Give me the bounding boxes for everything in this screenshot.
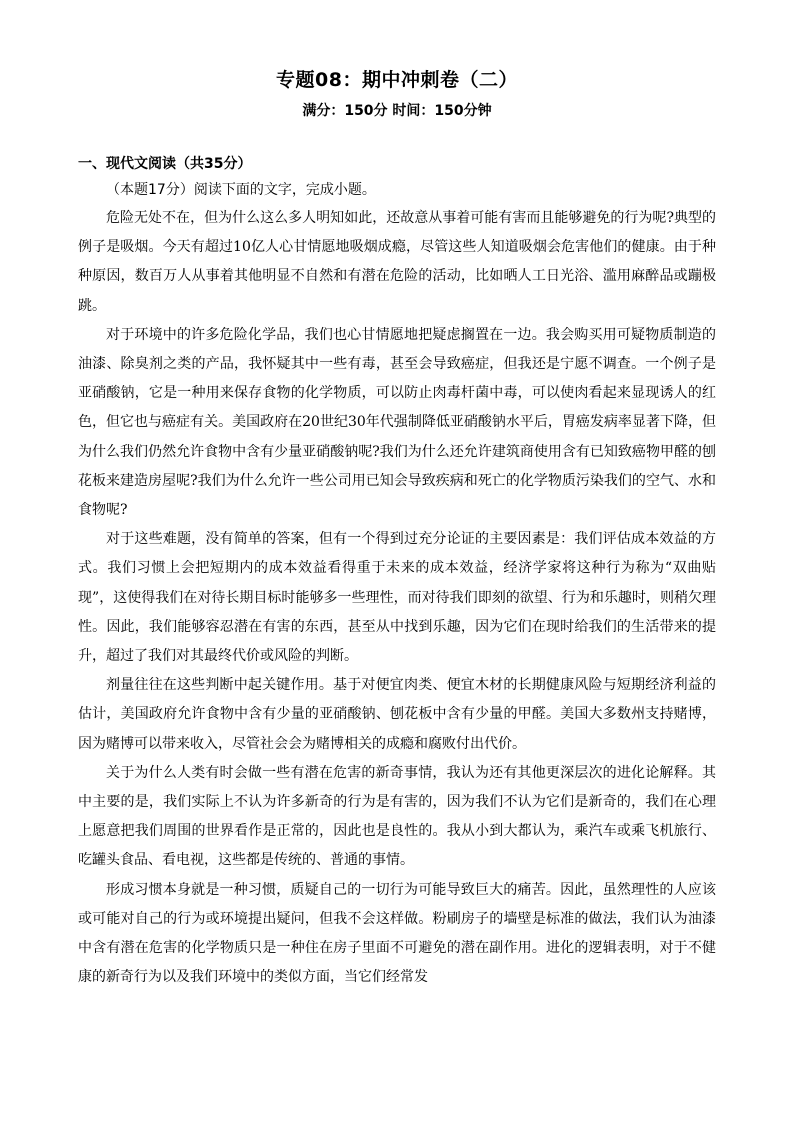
- passage-paragraph-4: 剂量往往在这些判断中起关键作用。基于对便宜肉类、便宜木材的长期健康风险与短期经济利益的估计，美国政府允许食物中含有少量的亚硝酸钠、刨花板中含有少量的甲醛。美国大多数州支持赌博，因为赌博可以带来收入，尽管社会会为赌博相关的成瘾和腐败付出代价。: [78, 677, 716, 752]
- passage-paragraph-2: 对于环境中的许多危险化学品，我们也心甘情愿地把疑虑搁置在一边。我会购买用可疑物质制造的油漆、除臭剂之类的产品，我怀疑其中一些有毒，甚至会导致癌症，但我还是宁愿不调查。一个例子是亚硝酸钠，它是一种用来保存食物的化学物质，可以防止肉毒杆菌中毒，可以使肉看起来显现诱人的红色，但它也与癌症有关。美国政府在20世纪30年代强制降低亚硝酸钠水平后，胃癌发病率显著下降，但为什么我们仍然允许食物中含有少量亚硝酸钠呢?我们为什么还允许建筑商使用含有已知致癌物甲醛的刨花板来建造房屋呢?我们为什么允许一些公司用已知会导致疾病和死亡的化学物质污染我们的空气、水和食物呢?: [78, 326, 716, 519]
- reading-passage: [78, 204, 716, 992]
- passage-paragraph-5: 关于为什么人类有时会做一些有潜在危害的新奇事情，我认为还有其他更深层次的进化论解释。其中主要的是，我们实际上不认为许多新奇的行为是有害的，因为我们不认为它们是新奇的，我们在心理上愿意把我们周围的世界看作是正常的，因此也是良性的。我从小到大都认为，乘汽车或乘飞机旅行、吃罐头食品、看电视，这些都是传统的、普通的事情。: [78, 764, 716, 869]
- question-instructions: （本题17分）阅读下面的文字，完成小题。: [106, 182, 376, 198]
- document-title: 专题08：期中冲刺卷（二）: [276, 69, 518, 91]
- passage-paragraph-1: 危险无处不在，但为什么这么多人明知如此，还故意从事着可能有害而且能够避免的行为呢?典型的例子是吸烟。今天有超过10亿人心甘情愿地吸烟成瘾，尽管这些人知道吸烟会危害他们的健康。由于种种原因，数百万人从事着其他明显不自然和有潜在危险的活动，比如晒人工日光浴、滥用麻醉品或蹦极跳。: [78, 210, 716, 314]
- section-heading: 一、现代文阅读（共35分）: [78, 156, 252, 172]
- score-time-info: 满分：150分 时间：150分钟: [302, 103, 492, 119]
- passage-paragraph-3: 对于这些难题，没有简单的答案，但有一个得到过充分论证的主要因素是：我们评估成本效益的方式。我们习惯上会把短期内的成本效益看得重于未来的成本效益，经济学家将这种行为称为“双曲贴现”，这使得我们在对待长期目标时能够多一些理性，而对待我们即刻的欲望、行为和乐趣时，则稍欠理性。因此，我们能够容忍潜在有害的东西，甚至从中找到乐趣，因为它们在现时给我们的生活带来的提升，超过了我们对其最终代价或风险的判断。: [78, 531, 716, 665]
- passage-paragraph-6: 形成习惯本身就是一种习惯，质疑自己的一切行为可能导致巨大的痛苦。因此，虽然理性的人应该或可能对自己的行为或环境提出疑问，但我不会这样做。粉刷房子的墙壁是标准的做法，我们认为油漆中含有潜在危害的化学物质只是一种住在房子里面不可避免的潜在副作用。进化的逻辑表明，对于不健康的新奇行为以及我们环境中的类似方面，当它们经常发: [78, 881, 716, 986]
